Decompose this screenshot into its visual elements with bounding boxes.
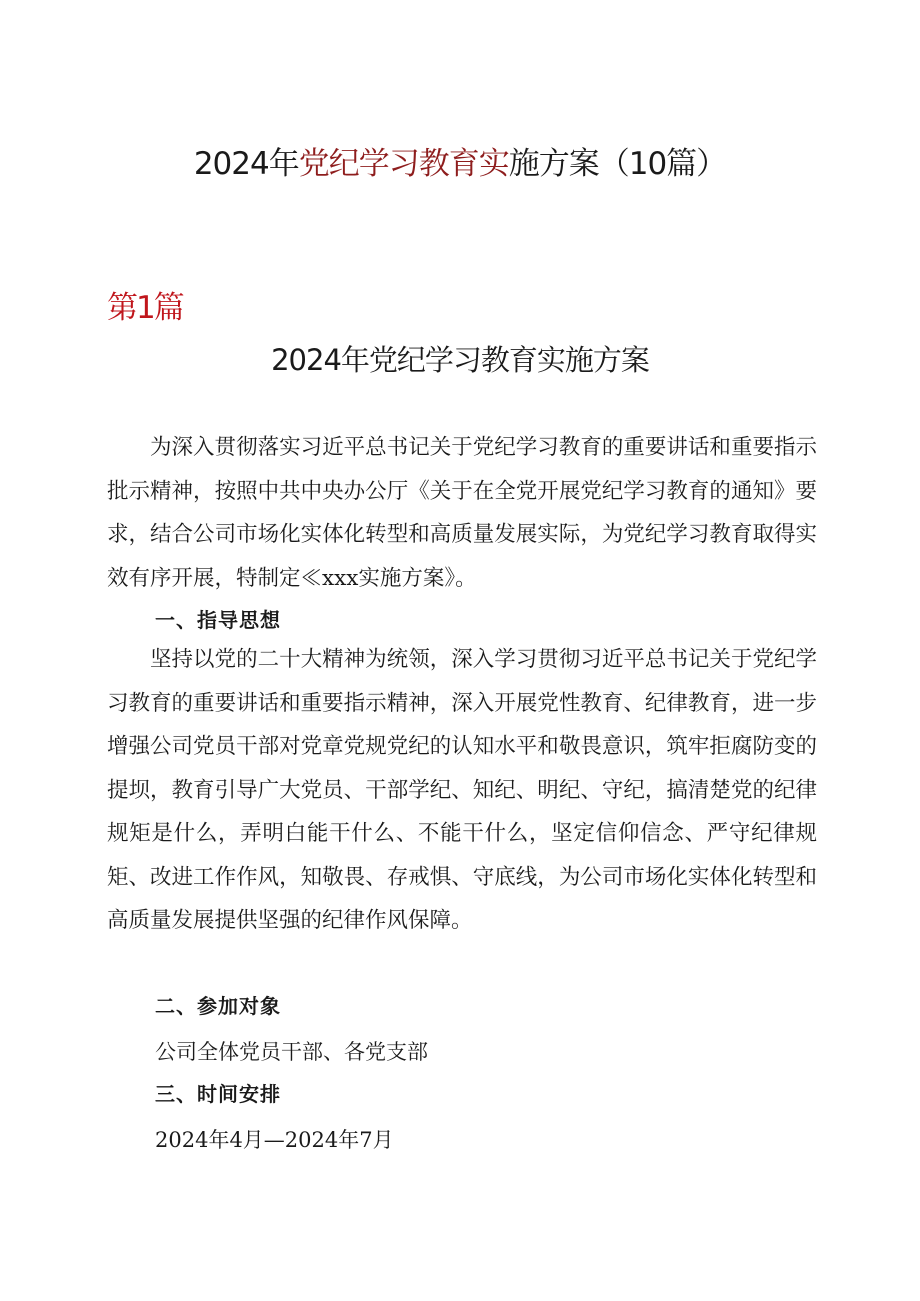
- section-heading-guiding-ideology: 一、指导思想: [155, 608, 281, 632]
- main-title: [0, 138, 920, 183]
- main-title-suffix: 施方案（10篇）: [508, 146, 727, 182]
- section-heading-participants: 二、参加对象: [155, 994, 281, 1018]
- participants-text: 公司全体党员干部、各党支部: [155, 1040, 428, 1064]
- guiding-ideology-block: [107, 638, 817, 943]
- main-title-highlight: 党纪学习教育实: [298, 146, 509, 182]
- intro-paragraph: 为深入贯彻落实习近平总书记关于党纪学习教育的重要讲话和重要指示批示精神，按照中共中央办公厅《关于在全党开展党纪学习教育的通知》要求，结合公司市场化实体化转型和高质量发展实际，为党纪学习教育取得实效有序开展，特制定≪xxx实施方案》。: [107, 435, 817, 591]
- section-label: 第1篇: [107, 290, 183, 326]
- section-heading-schedule: 三、时间安排: [155, 1082, 281, 1106]
- guiding-ideology-paragraph: 坚持以党的二十大精神为统领，深入学习贯彻习近平总书记关于党纪学习教育的重要讲话和重要指示精神，深入开展党性教育、纪律教育，进一步增强公司党员干部对党章党规党纪的认知水平和敬畏意识，筑牢拒腐防变的提坝，教育引导广大党员、干部学纪、知纪、明纪、守纪，搞清楚党的纪律规矩是什么，弄明白能干什么、不能干什么，坚定信仰信念、严守纪律规矩、改进工作作风，知敬畏、存戒惧、守底线，为公司市场化实体化转型和高质量发展提供坚强的纪律作风保障。: [107, 647, 817, 933]
- doc-title: 2024年党纪学习教育实施方案: [271, 343, 649, 377]
- intro-paragraph-block: [107, 426, 817, 600]
- main-title-year: 2024年: [193, 146, 299, 182]
- schedule-text: 2024年4月—2024年7月: [155, 1128, 394, 1152]
